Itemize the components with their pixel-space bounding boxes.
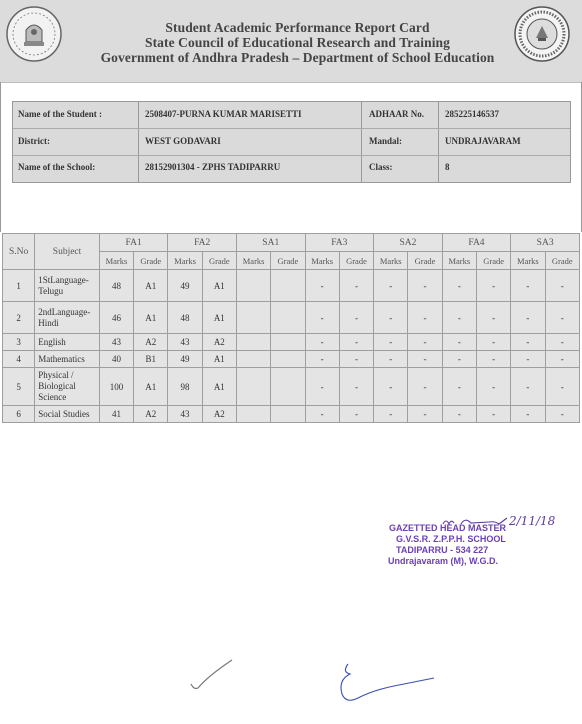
marks-cell: - bbox=[442, 406, 476, 423]
subject-cell bbox=[35, 351, 100, 368]
grade-cell: A1 bbox=[134, 270, 168, 302]
grade-subheader: Grade bbox=[339, 252, 373, 270]
marks-cell bbox=[236, 368, 270, 406]
title-line-2: State Council of Educational Research and Training bbox=[144, 35, 451, 50]
table-row bbox=[3, 351, 580, 368]
subject-name-line: English bbox=[38, 336, 66, 347]
stamp-line-1: GAZETTED HEAD MASTER bbox=[389, 523, 506, 533]
student-name-value: 2508407-PURNA KUMAR MARISETTI bbox=[145, 109, 302, 119]
info-row-district bbox=[13, 129, 570, 156]
marks-cell: 49 bbox=[168, 351, 202, 368]
subject-name-line: Physical / bbox=[38, 370, 74, 380]
subject-name-line: 1StLanguage- bbox=[38, 274, 89, 285]
marks-cell bbox=[236, 302, 270, 334]
marks-cell: - bbox=[374, 334, 408, 351]
grade-cell: - bbox=[476, 368, 510, 406]
grade-cell: A1 bbox=[202, 302, 236, 334]
info-row-school bbox=[13, 155, 570, 181]
signature-date: 2/11/18 bbox=[509, 514, 556, 528]
stamp-line-2: G.V.S.R. Z.P.P.H. SCHOOL bbox=[396, 534, 506, 544]
table-header-row bbox=[3, 234, 580, 252]
marks-cell: - bbox=[511, 368, 545, 406]
grade-cell: - bbox=[476, 270, 510, 302]
sno-cell: 2 bbox=[3, 302, 35, 334]
grade-cell: A2 bbox=[202, 334, 236, 351]
grade-cell: - bbox=[339, 334, 373, 351]
grade-cell: A1 bbox=[134, 368, 168, 406]
marks-cell: 48 bbox=[168, 302, 202, 334]
marks-cell: 41 bbox=[99, 406, 133, 423]
grade-cell: A1 bbox=[202, 270, 236, 302]
subject-cell bbox=[35, 270, 100, 302]
head-master-initials-icon bbox=[441, 515, 511, 529]
marks-cell: 43 bbox=[99, 334, 133, 351]
grade-cell: - bbox=[408, 334, 442, 351]
marks-cell: - bbox=[305, 368, 339, 406]
title-line-3: Government of Andhra Pradesh – Department of School Education bbox=[100, 50, 495, 65]
marks-cell: - bbox=[511, 406, 545, 423]
assessment-header: FA3 bbox=[305, 234, 374, 252]
marks-cell: - bbox=[511, 302, 545, 334]
grade-cell: - bbox=[339, 351, 373, 368]
sno-cell: 1 bbox=[3, 270, 35, 302]
grade-cell: - bbox=[339, 302, 373, 334]
grade-subheader: Grade bbox=[545, 252, 579, 270]
grade-cell: - bbox=[339, 270, 373, 302]
marks-cell: - bbox=[442, 334, 476, 351]
marks-cell: 48 bbox=[99, 270, 133, 302]
title-line-1: Student Academic Performance Report Card bbox=[165, 20, 430, 35]
sno-cell: 6 bbox=[3, 406, 35, 423]
marks-subheader: Marks bbox=[99, 252, 133, 270]
sno-cell: 5 bbox=[3, 368, 35, 406]
grade-cell: - bbox=[408, 351, 442, 368]
grade-cell: A1 bbox=[202, 368, 236, 406]
class-value: 8 bbox=[445, 162, 450, 172]
marks-cell: - bbox=[305, 351, 339, 368]
marks-cell: 40 bbox=[99, 351, 133, 368]
grade-cell bbox=[271, 406, 305, 423]
table-row bbox=[3, 302, 580, 334]
grade-cell: - bbox=[545, 270, 579, 302]
assessment-header: SA1 bbox=[236, 234, 305, 252]
subject-header: Subject bbox=[35, 234, 100, 270]
marks-subheader: Marks bbox=[236, 252, 270, 270]
grade-cell: - bbox=[545, 351, 579, 368]
grade-cell bbox=[271, 368, 305, 406]
marks-cell: 46 bbox=[99, 302, 133, 334]
grade-cell: - bbox=[408, 406, 442, 423]
subject-cell bbox=[35, 368, 100, 406]
table-row bbox=[3, 334, 580, 351]
marks-cell: - bbox=[442, 351, 476, 368]
marks-cell: 49 bbox=[168, 270, 202, 302]
grade-cell bbox=[271, 334, 305, 351]
marks-cell: - bbox=[511, 270, 545, 302]
ap-government-emblem-icon bbox=[4, 4, 64, 64]
marks-cell: - bbox=[305, 270, 339, 302]
marks-subheader: Marks bbox=[442, 252, 476, 270]
grade-cell: A1 bbox=[202, 351, 236, 368]
district-label: District: bbox=[18, 136, 50, 146]
grade-cell: A2 bbox=[202, 406, 236, 423]
grade-subheader: Grade bbox=[408, 252, 442, 270]
marks-cell: - bbox=[374, 270, 408, 302]
marks-cell: - bbox=[442, 368, 476, 406]
grade-cell bbox=[271, 270, 305, 302]
sno-cell: 3 bbox=[3, 334, 35, 351]
grade-cell: - bbox=[339, 368, 373, 406]
class-label: Class: bbox=[369, 162, 393, 172]
marks-cell: 98 bbox=[168, 368, 202, 406]
subject-name-line: Social Studies bbox=[38, 408, 90, 419]
subject-name-line: Science bbox=[38, 392, 67, 402]
grade-cell: - bbox=[408, 368, 442, 406]
grade-cell: - bbox=[545, 406, 579, 423]
grade-cell: A2 bbox=[134, 334, 168, 351]
marks-cell: - bbox=[374, 351, 408, 368]
subject-cell bbox=[35, 334, 100, 351]
grade-cell: - bbox=[476, 351, 510, 368]
marks-cell bbox=[236, 334, 270, 351]
subject-name-line: Biological bbox=[38, 381, 76, 391]
scert-seal-icon bbox=[512, 4, 572, 64]
marks-cell: 100 bbox=[99, 368, 133, 406]
grade-cell bbox=[271, 351, 305, 368]
marks-subheader: Marks bbox=[374, 252, 408, 270]
grade-cell: - bbox=[339, 406, 373, 423]
marks-cell: - bbox=[305, 406, 339, 423]
marks-cell: - bbox=[374, 368, 408, 406]
marks-cell: 43 bbox=[168, 334, 202, 351]
subject-name-line: Telugu bbox=[38, 285, 64, 296]
subject-name-line: Hindi bbox=[38, 317, 59, 328]
grade-cell: B1 bbox=[134, 351, 168, 368]
assessment-header: FA1 bbox=[99, 234, 168, 252]
grade-cell: - bbox=[476, 302, 510, 334]
marks-cell bbox=[236, 406, 270, 423]
school-label: Name of the School: bbox=[18, 162, 96, 172]
adhaar-label: ADHAAR No. bbox=[369, 109, 424, 119]
marks-cell bbox=[236, 351, 270, 368]
assessment-header: SA2 bbox=[374, 234, 443, 252]
marks-cell bbox=[236, 270, 270, 302]
marks-cell: - bbox=[511, 334, 545, 351]
marks-cell: 43 bbox=[168, 406, 202, 423]
marks-cell: - bbox=[305, 302, 339, 334]
stamp-line-4: Undrajavaram (M), W.G.D. bbox=[388, 556, 499, 566]
subject-name-line: Mathematics bbox=[38, 353, 85, 364]
sno-cell: 4 bbox=[3, 351, 35, 368]
stamp-line-3: TADIPARRU - 534 227 bbox=[396, 545, 489, 555]
grade-cell: A2 bbox=[134, 406, 168, 423]
student-name-label: Name of the Student : bbox=[18, 109, 102, 119]
grade-cell: - bbox=[408, 302, 442, 334]
table-row bbox=[3, 406, 580, 423]
school-value: 28152901304 - ZPHS TADIPARRU bbox=[145, 162, 281, 172]
marks-cell: - bbox=[442, 270, 476, 302]
grade-cell: - bbox=[408, 270, 442, 302]
student-info-panel bbox=[12, 101, 571, 183]
marks-subheader: Marks bbox=[168, 252, 202, 270]
marks-cell: - bbox=[305, 334, 339, 351]
marks-cell: - bbox=[374, 406, 408, 423]
marks-cell: - bbox=[511, 351, 545, 368]
marks-table bbox=[2, 233, 580, 423]
grade-cell: - bbox=[476, 334, 510, 351]
grade-cell: - bbox=[476, 406, 510, 423]
grade-cell: A1 bbox=[134, 302, 168, 334]
marks-cell: - bbox=[442, 302, 476, 334]
marks-subheader: Marks bbox=[305, 252, 339, 270]
assessment-header: FA4 bbox=[442, 234, 511, 252]
mandal-value: UNDRAJAVARAM bbox=[445, 136, 521, 146]
grade-cell bbox=[271, 302, 305, 334]
adhaar-value: 285225146537 bbox=[445, 109, 499, 119]
grade-cell: - bbox=[545, 368, 579, 406]
grade-subheader: Grade bbox=[202, 252, 236, 270]
mandal-label: Mandal: bbox=[369, 136, 403, 146]
sno-header: S.No bbox=[3, 234, 35, 270]
marks-subheader: Marks bbox=[511, 252, 545, 270]
assessment-header: FA2 bbox=[168, 234, 237, 252]
grade-subheader: Grade bbox=[134, 252, 168, 270]
parent-signature-icon bbox=[334, 660, 444, 720]
table-row bbox=[3, 368, 580, 406]
district-value: WEST GODAVARI bbox=[145, 136, 221, 146]
subject-cell bbox=[35, 302, 100, 334]
checkmark-signature-icon bbox=[188, 654, 238, 694]
subject-cell bbox=[35, 406, 100, 423]
grade-subheader: Grade bbox=[271, 252, 305, 270]
marks-table-body bbox=[3, 270, 580, 423]
report-card-title bbox=[60, 20, 535, 65]
grade-cell: - bbox=[545, 334, 579, 351]
grade-subheader: Grade bbox=[476, 252, 510, 270]
head-master-stamp bbox=[383, 514, 573, 567]
info-row-name bbox=[13, 102, 570, 129]
table-row bbox=[3, 270, 580, 302]
marks-cell: - bbox=[374, 302, 408, 334]
grade-cell: - bbox=[545, 302, 579, 334]
assessment-header: SA3 bbox=[511, 234, 580, 252]
subject-name-line: 2ndLanguage- bbox=[38, 306, 91, 317]
